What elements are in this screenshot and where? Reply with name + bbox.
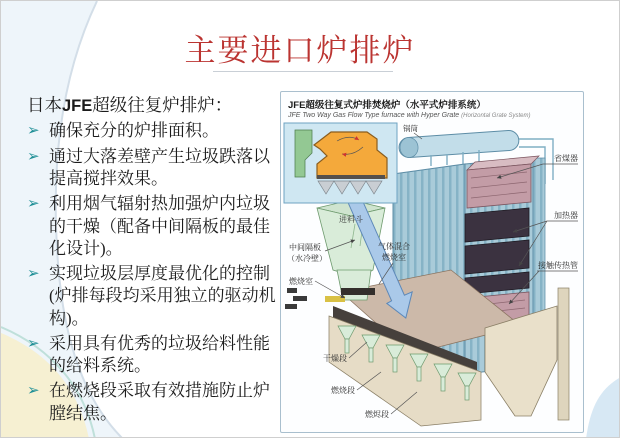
label-burnout-section: 燃烬段	[365, 410, 389, 419]
diagram-subtitle-row	[288, 112, 576, 119]
grate-teeth	[341, 288, 375, 295]
label-middle-partition-2: （水冷壁）	[287, 254, 327, 263]
label-gas-mixing-2: 燃烧室	[382, 253, 406, 262]
arrow-bullet-icon: ➢	[27, 381, 40, 400]
label-drying-section: 干燥段	[323, 354, 347, 363]
label-contact-tubes: 接触传热管	[538, 261, 578, 270]
heading-prefix: 日本	[27, 95, 62, 115]
heading-suffix: 超级往复炉排炉：	[92, 95, 233, 115]
bullet-item	[27, 263, 277, 330]
arrow-bullet-icon: ➢	[27, 121, 40, 140]
furnace-illustration	[281, 120, 583, 428]
label-combustion-chamber: 燃烧室	[289, 277, 313, 286]
arrow-bullet-icon: ➢	[27, 146, 40, 165]
cross-section-inset	[284, 123, 397, 203]
label-combustion-section: 燃烧段	[331, 386, 355, 395]
diagram-title: JFE超级往复式炉排焚烧炉（水平式炉排系统）	[288, 100, 486, 111]
bullet-text: 采用具有优秀的垃圾给料性能的给料系统。	[49, 333, 270, 376]
section-heading	[27, 94, 277, 117]
diagram-subtitle-note: (Horizontal Grate System)	[461, 113, 531, 119]
bullet-item	[27, 333, 277, 378]
bullet-text: 实现垃圾层厚度最优化的控制(炉排每段均采用独立的驱动机构)。	[49, 264, 276, 328]
bullet-item	[27, 146, 277, 191]
label-feed-hopper: 进料斗	[339, 215, 363, 224]
bullet-list	[27, 120, 277, 424]
bullet-item	[27, 193, 277, 260]
heading-brand: JFE	[62, 97, 93, 115]
arrow-bullet-icon: ➢	[27, 264, 40, 283]
page-title: 主要进口炉排炉	[184, 33, 416, 68]
grate-drive-machinery	[285, 288, 307, 309]
grate-yellow-element	[325, 296, 345, 302]
label-heater: 加热器	[554, 211, 578, 220]
arrow-bullet-icon: ➢	[27, 194, 40, 213]
title-underline	[213, 71, 393, 72]
bullet-item	[27, 380, 277, 425]
label-economizer: 省煤器	[554, 154, 578, 163]
diagram-header	[281, 92, 583, 120]
label-middle-partition: 中间隔板	[289, 243, 321, 252]
diagram-subtitle: JFE Two Way Gas Flow Type furnace with Hyper Grate	[288, 112, 460, 119]
heater-blocks	[465, 208, 529, 294]
bullet-item	[27, 120, 277, 142]
label-boiler-drum: 锅筒	[403, 124, 418, 133]
bottom-right-blue-shape	[586, 377, 620, 438]
inset-grate	[317, 175, 385, 179]
label-gas-mixing: 气体混合	[378, 242, 410, 251]
bullet-text: 确保充分的炉排面积。	[49, 121, 219, 141]
economizer-block	[467, 156, 539, 208]
bullet-text: 在燃烧段采取有效措施防止炉膛结焦。	[49, 381, 270, 423]
bullet-text: 通过大落差壁产生垃圾跌落以提高搅拌效果。	[49, 146, 270, 188]
furnace-diagram	[280, 91, 584, 433]
bullet-panel	[27, 94, 277, 428]
bullet-text: 利用烟气辐射热加强炉内垃圾的干燥（配备中间隔板的最佳化设计)。	[49, 194, 270, 258]
arrow-bullet-icon: ➢	[27, 333, 40, 352]
